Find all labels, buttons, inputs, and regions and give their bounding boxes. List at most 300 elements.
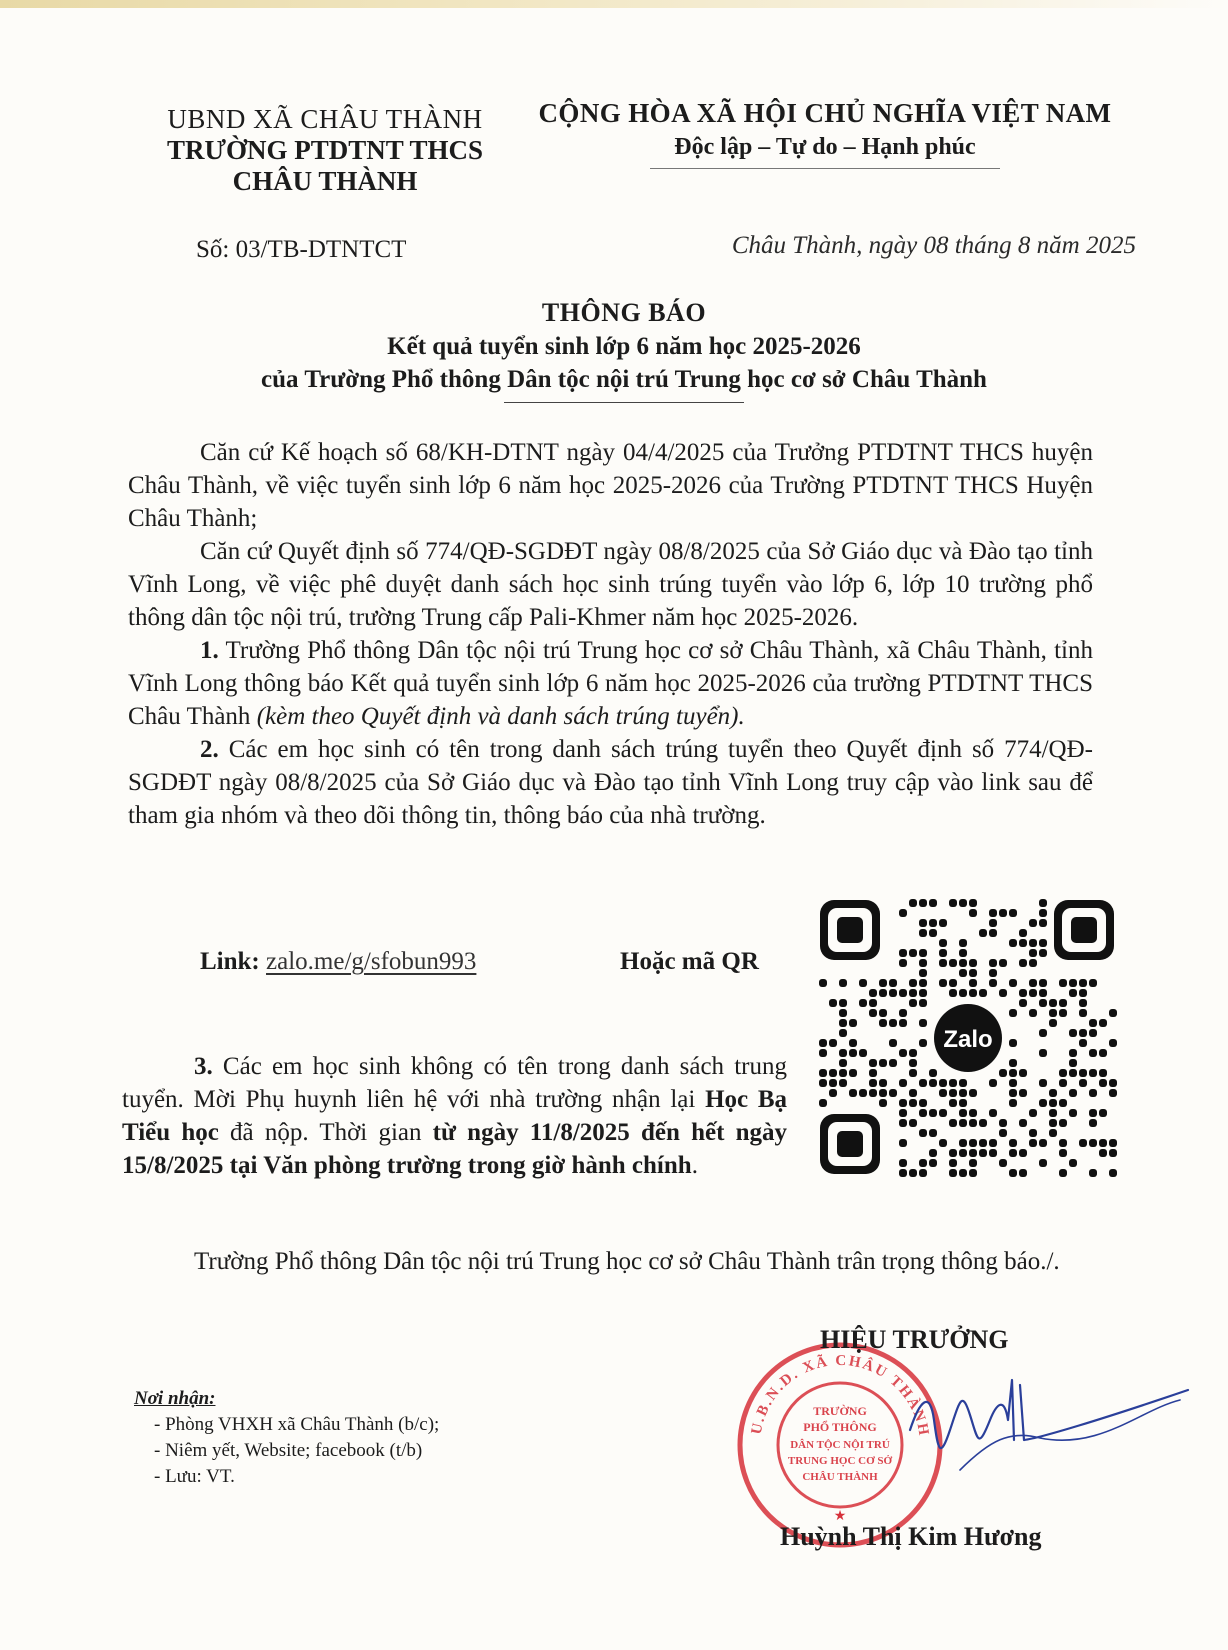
qr-module	[969, 969, 977, 977]
qr-module	[1099, 1079, 1107, 1087]
qr-module	[849, 1039, 857, 1047]
qr-module	[1109, 1149, 1117, 1157]
qr-label: Hoặc mã QR	[620, 948, 759, 975]
qr-module	[1019, 1149, 1027, 1157]
qr-module	[859, 1049, 867, 1057]
recipient-item: - Niêm yết, Website; facebook (t/b)	[154, 1440, 423, 1461]
qr-module	[1009, 1059, 1017, 1067]
issuer-line-2: TRƯỜNG PTDTNT THCS	[166, 135, 484, 165]
qr-module	[999, 959, 1007, 967]
qr-module	[1019, 989, 1027, 997]
seal-ring-text: U.B.N.D. XÃ CHÂU THÀNH	[748, 1352, 932, 1439]
handwritten-signature	[900, 1360, 1190, 1480]
qr-module	[919, 969, 927, 977]
qr-module	[899, 1019, 907, 1027]
title-underline	[504, 402, 744, 403]
qr-module	[1039, 1099, 1047, 1107]
qr-module	[1069, 979, 1077, 987]
item-3-bold-b: từ ngày 11/8/2025 đến hết ngày 15/8/2025 tại Văn phòng trường trong giờ hành chính	[122, 1119, 787, 1179]
issuer-block	[140, 104, 510, 197]
document-date: Châu Thành, ngày 08 tháng 8 năm 2025	[731, 232, 1136, 259]
item-2-paragraph	[128, 733, 1093, 832]
item-3-number: 3.	[194, 1053, 213, 1080]
seal-line-2: PHỔ THÔNG	[803, 1420, 877, 1434]
issuer-line-1: UBND XÃ CHÂU THÀNH	[167, 104, 483, 134]
item-1-text: Trường Phổ thông Dân tộc nội trú Trung học cơ sở Châu Thành, xã Châu Thành, tỉnh Vĩnh Long thông báo Kết quả tuyển sinh lớp 6 năm học 2025-2026 của trường PTDTNT THCS Châu Thành	[128, 637, 1093, 730]
qr-module	[1029, 1139, 1037, 1147]
qr-module	[1109, 1079, 1117, 1087]
qr-module	[1039, 1029, 1047, 1037]
qr-module	[939, 959, 947, 967]
qr-module	[1089, 1069, 1097, 1077]
qr-module	[1089, 1169, 1097, 1177]
qr-module	[849, 1089, 857, 1097]
item-1-note: (kèm theo Quyết định và danh sách trúng tuyển).	[256, 703, 745, 730]
qr-module	[909, 1119, 917, 1127]
qr-module	[919, 979, 927, 987]
qr-module	[999, 909, 1007, 917]
qr-module	[939, 1109, 947, 1117]
qr-module	[1019, 1089, 1027, 1097]
qr-module	[929, 1109, 937, 1117]
qr-module	[1009, 1089, 1017, 1097]
qr-module	[1029, 949, 1037, 957]
qr-module	[969, 1109, 977, 1117]
qr-module	[1089, 1109, 1097, 1117]
qr-module	[929, 1129, 937, 1137]
national-title: CỘNG HÒA XÃ HỘI CHỦ NGHĨA VIỆT NAM	[538, 98, 1112, 128]
qr-module	[1049, 1129, 1057, 1137]
qr-module	[1039, 919, 1047, 927]
qr-module	[1079, 1029, 1087, 1037]
recipient-item: - Phòng VHXH xã Châu Thành (b/c);	[154, 1414, 440, 1435]
qr-module	[849, 1019, 857, 1027]
qr-module	[1059, 1139, 1067, 1147]
qr-module	[899, 1109, 907, 1117]
qr-module	[969, 1159, 977, 1167]
qr-module	[869, 1089, 877, 1097]
qr-module	[1009, 979, 1017, 987]
qr-module	[929, 1159, 937, 1167]
qr-module	[979, 1139, 987, 1147]
qr-module	[1059, 979, 1067, 987]
qr-module	[919, 1109, 927, 1117]
qr-module	[1019, 999, 1027, 1007]
qr-module	[889, 1059, 897, 1067]
closing-text: Trường Phổ thông Dân tộc nội trú Trung học cơ sở Châu Thành trân trọng thông báo./.	[194, 1248, 1060, 1275]
qr-module	[1019, 959, 1027, 967]
qr-module	[969, 1089, 977, 1097]
qr-module	[979, 1149, 987, 1157]
qr-module	[959, 939, 967, 947]
qr-module	[1039, 1139, 1047, 1147]
basis-paragraph-1: Căn cứ Kế hoạch số 68/KH-DTNT ngày 04/4/2025 của Trưởng PTDTNT THCS huyện Châu Thành, về việc tuyển sinh lớp 6 năm học 2025-2026 của Trường PTDTNT THCS Huyện Châu Thành;	[128, 439, 1093, 532]
qr-module	[1049, 1019, 1057, 1027]
qr-finder-bottom-left	[820, 1114, 880, 1174]
qr-module	[979, 989, 987, 997]
qr-module	[1009, 1169, 1017, 1177]
qr-module	[829, 999, 837, 1007]
document-subtitle-2: của Trường Phổ thông Dân tộc nội trú Trung học cơ sở Châu Thành	[261, 366, 987, 393]
qr-module	[959, 1119, 967, 1127]
qr-module	[1029, 989, 1037, 997]
qr-module	[859, 1089, 867, 1097]
item-3-paragraph	[122, 1050, 787, 1182]
qr-module	[879, 1059, 887, 1067]
qr-module	[969, 1149, 977, 1157]
qr-module	[919, 999, 927, 1007]
qr-module	[909, 949, 917, 957]
qr-module	[839, 1059, 847, 1067]
link-label: Link:	[200, 948, 260, 975]
qr-module	[839, 999, 847, 1007]
qr-module	[929, 929, 937, 937]
qr-module	[1009, 909, 1017, 917]
qr-module	[999, 989, 1007, 997]
qr-module	[949, 1089, 957, 1097]
qr-module	[969, 1119, 977, 1127]
qr-module	[1029, 919, 1037, 927]
item-3-text-c: .	[691, 1152, 698, 1179]
qr-module	[989, 1079, 997, 1087]
qr-module	[879, 1009, 887, 1017]
qr-module	[1009, 1099, 1017, 1107]
qr-module	[959, 1099, 967, 1107]
qr-module	[909, 1169, 917, 1177]
qr-module	[819, 1039, 827, 1047]
qr-module	[899, 959, 907, 967]
qr-module	[1059, 1099, 1067, 1107]
qr-module	[959, 989, 967, 997]
qr-module	[899, 1139, 907, 1147]
qr-module	[899, 1009, 907, 1017]
qr-module	[1049, 1089, 1057, 1097]
qr-module	[1069, 1029, 1077, 1037]
qr-module	[1039, 1159, 1047, 1167]
qr-module	[1109, 1039, 1117, 1047]
qr-module	[949, 1149, 957, 1157]
qr-module	[909, 999, 917, 1007]
qr-module	[1009, 1139, 1017, 1147]
qr-module	[1079, 979, 1087, 987]
qr-module	[899, 989, 907, 997]
qr-module	[929, 1069, 937, 1077]
qr-module	[959, 969, 967, 977]
qr-module	[1099, 1019, 1107, 1027]
qr-module	[1059, 1169, 1067, 1177]
qr-module	[1039, 949, 1047, 957]
qr-module	[859, 979, 867, 987]
qr-module	[939, 1139, 947, 1147]
qr-module	[839, 1069, 847, 1077]
qr-module	[959, 1089, 967, 1097]
qr-module	[989, 929, 997, 937]
qr-module	[869, 1059, 877, 1067]
qr-module	[879, 1019, 887, 1027]
qr-module	[889, 989, 897, 997]
qr-module	[869, 1069, 877, 1077]
qr-module	[939, 919, 947, 927]
seal-line-1: TRƯỜNG	[813, 1404, 867, 1418]
qr-module	[869, 1079, 877, 1087]
qr-module	[1089, 1019, 1097, 1027]
qr-module	[959, 1139, 967, 1147]
qr-module	[1029, 1009, 1037, 1017]
signer-name: Huỳnh Thị Kim Hương	[780, 1522, 1042, 1551]
qr-module	[1049, 1109, 1057, 1117]
qr-module	[819, 1099, 827, 1107]
qr-module	[1069, 1089, 1077, 1097]
qr-module	[1099, 1149, 1107, 1157]
qr-module	[909, 1089, 917, 1097]
qr-module	[999, 1129, 1007, 1137]
qr-module	[919, 1079, 927, 1087]
qr-module	[1099, 1069, 1107, 1077]
qr-module	[949, 1079, 957, 1087]
qr-module	[869, 999, 877, 1007]
qr-module	[1089, 1049, 1097, 1057]
qr-module	[1099, 1049, 1107, 1057]
qr-module	[979, 929, 987, 937]
qr-module	[919, 899, 927, 907]
qr-module	[1009, 1039, 1017, 1047]
qr-module	[899, 1169, 907, 1177]
qr-module	[839, 1049, 847, 1057]
qr-module	[919, 949, 927, 957]
qr-module	[919, 919, 927, 927]
item-3-text-b: đã nộp. Thời gian	[230, 1119, 422, 1146]
qr-module	[1029, 939, 1037, 947]
qr-module	[1039, 979, 1047, 987]
qr-module	[969, 909, 977, 917]
qr-module	[889, 1019, 897, 1027]
qr-module	[1069, 1159, 1077, 1167]
qr-module	[829, 1089, 837, 1097]
qr-module	[1039, 939, 1047, 947]
qr-module	[949, 959, 957, 967]
qr-module	[889, 1039, 897, 1047]
qr-module	[1069, 1109, 1077, 1117]
qr-module	[909, 989, 917, 997]
qr-module	[959, 1109, 967, 1117]
qr-module	[839, 1029, 847, 1037]
qr-module	[1089, 1089, 1097, 1097]
qr-module	[829, 1069, 837, 1077]
document-body	[128, 436, 1093, 832]
qr-module	[1089, 1029, 1097, 1037]
qr-module	[819, 1079, 827, 1087]
qr-module	[839, 1019, 847, 1027]
closing-paragraph	[118, 1245, 1113, 1278]
qr-module	[969, 989, 977, 997]
qr-module	[949, 899, 957, 907]
recipients-heading: Nơi nhận:	[134, 1388, 216, 1409]
qr-module	[1009, 939, 1017, 947]
zalo-qr-code[interactable]	[818, 898, 1118, 1178]
qr-module	[1109, 1169, 1117, 1177]
qr-module	[849, 1049, 857, 1057]
qr-module	[999, 1159, 1007, 1167]
qr-module	[989, 1109, 997, 1117]
qr-module	[839, 1009, 847, 1017]
qr-module	[989, 979, 997, 987]
qr-module	[989, 969, 997, 977]
item-2-number: 2.	[200, 736, 219, 763]
qr-module	[1039, 1079, 1047, 1087]
qr-module	[919, 1129, 927, 1137]
qr-module	[999, 1119, 1007, 1127]
qr-module	[989, 1149, 997, 1157]
qr-module	[1069, 1049, 1077, 1057]
qr-module	[1029, 979, 1037, 987]
national-motto-block	[515, 96, 1135, 169]
qr-module	[889, 979, 897, 987]
qr-module	[939, 949, 947, 957]
link-row	[200, 948, 476, 976]
qr-module	[949, 1099, 957, 1107]
qr-module	[1029, 1129, 1037, 1137]
seal-line-4: TRUNG HỌC CƠ SỞ	[787, 1455, 893, 1467]
document-title: THÔNG BÁO	[541, 298, 707, 327]
qr-module	[929, 1079, 937, 1087]
qr-module	[1079, 1139, 1087, 1147]
qr-module	[1079, 1079, 1087, 1087]
qr-module	[959, 1149, 967, 1157]
qr-module	[909, 1059, 917, 1067]
qr-module	[1059, 1149, 1067, 1157]
qr-module	[1009, 1079, 1017, 1087]
qr-module	[1109, 1139, 1117, 1147]
qr-module	[879, 989, 887, 997]
qr-module	[1069, 1059, 1077, 1067]
qr-module	[1019, 939, 1027, 947]
seal-line-5: CHÂU THÀNH	[802, 1471, 878, 1483]
qr-finder-top-right	[1054, 900, 1114, 960]
qr-module	[1019, 1119, 1027, 1127]
recipients-block	[134, 1386, 439, 1490]
qr-module	[949, 989, 957, 997]
qr-module	[859, 999, 867, 1007]
qr-module	[919, 1159, 927, 1167]
qr-module	[819, 979, 827, 987]
qr-module	[839, 1079, 847, 1087]
qr-module	[869, 1009, 877, 1017]
qr-module	[919, 1169, 927, 1177]
qr-module	[999, 1069, 1007, 1077]
qr-module	[919, 1039, 927, 1047]
qr-module	[1069, 989, 1077, 997]
issuer-line-3: CHÂU THÀNH	[232, 166, 418, 196]
qr-module	[909, 979, 917, 987]
document-title-block	[140, 296, 1108, 403]
qr-module	[919, 1099, 927, 1107]
signer-title: HIỆU TRƯỞNG	[820, 1325, 1009, 1354]
qr-module	[939, 939, 947, 947]
qr-module	[989, 919, 997, 927]
qr-module	[959, 949, 967, 957]
qr-module	[949, 1159, 957, 1167]
qr-module	[949, 1119, 957, 1127]
qr-module	[899, 1079, 907, 1087]
qr-module	[1089, 1139, 1097, 1147]
qr-module	[919, 989, 927, 997]
zalo-logo-text: Zalo	[943, 1026, 993, 1053]
qr-module	[1009, 1069, 1017, 1077]
qr-module	[969, 979, 977, 987]
item-2-text: Các em học sinh có tên trong danh sách trúng tuyển theo Quyết định số 774/QĐ-SGDĐT ngày 08/8/2025 của Sở Giáo dục và Đào tạo tỉnh Vĩnh Long truy cập vào link sau để tham gia nhóm và theo dõi thông tin, thông báo của nhà trường.	[128, 736, 1093, 829]
qr-module	[939, 1089, 947, 1097]
qr-module	[1049, 1119, 1057, 1127]
qr-module	[849, 1069, 857, 1077]
item-3-text-a: Các em học sinh không có tên trong danh sách trung tuyển. Mời Phụ huynh liên hệ với nhà trường nhận lại	[122, 1053, 787, 1113]
item-3-bold-a: Học Bạ Tiểu học	[122, 1086, 788, 1146]
qr-module	[969, 959, 977, 967]
qr-module	[1079, 999, 1087, 1007]
qr-module	[1039, 909, 1047, 917]
qr-module	[1079, 1069, 1087, 1077]
qr-module	[959, 959, 967, 967]
qr-module	[949, 1169, 957, 1177]
qr-module	[919, 959, 927, 967]
qr-module	[879, 979, 887, 987]
document-subtitle-1: Kết quả tuyển sinh lớp 6 năm học 2025-2026	[387, 333, 861, 360]
basis-paragraph-2: Căn cứ Quyết định số 774/QĐ-SGDĐT ngày 08/8/2025 của Sở Giáo dục và Đào tạo tỉnh Vĩnh Long, về việc phê duyệt danh sách học sinh trúng tuyển vào lớp 6, lớp 10 trường phổ thông dân tộc nội trú, trường Trung cấp Pali-Khmer năm học 2025-2026.	[128, 538, 1093, 631]
qr-module	[989, 1139, 997, 1147]
item-1-paragraph	[128, 634, 1093, 733]
qr-module	[959, 1079, 967, 1087]
qr-module	[909, 1069, 917, 1077]
qr-module	[1039, 989, 1047, 997]
qr-module	[929, 919, 937, 927]
qr-module	[899, 949, 907, 957]
qr-module	[969, 1139, 977, 1147]
qr-module	[1009, 1009, 1017, 1017]
qr-module	[909, 1049, 917, 1057]
qr-module	[1059, 1009, 1067, 1017]
qr-module	[1059, 999, 1067, 1007]
qr-module	[1019, 1069, 1027, 1077]
qr-finder-top-left	[820, 900, 880, 960]
zalo-group-link[interactable]: zalo.me/g/sfobun993	[266, 948, 477, 975]
motto-underline	[650, 168, 1000, 169]
qr-module	[889, 1089, 897, 1097]
qr-module	[829, 1079, 837, 1087]
qr-module	[879, 1099, 887, 1107]
qr-module	[1019, 929, 1027, 937]
qr-module	[1099, 1109, 1107, 1117]
qr-module	[1049, 999, 1057, 1007]
qr-module	[959, 899, 967, 907]
qr-module	[1089, 1119, 1097, 1127]
qr-module	[1019, 1169, 1027, 1177]
qr-module	[819, 1049, 827, 1057]
qr-module	[1059, 1079, 1067, 1087]
qr-module	[939, 979, 947, 987]
item-1-number: 1.	[200, 637, 219, 664]
qr-module	[1079, 989, 1087, 997]
national-motto: Độc lập – Tự do – Hạnh phúc	[674, 134, 976, 160]
qr-module	[959, 1169, 967, 1177]
qr-module	[1049, 1099, 1057, 1107]
qr-module	[1039, 1049, 1047, 1057]
qr-module	[1079, 1009, 1087, 1017]
qr-module	[899, 909, 907, 917]
qr-module	[1099, 1139, 1107, 1147]
qr-module	[1079, 1039, 1087, 1047]
qr-module	[1059, 1069, 1067, 1077]
qr-module	[919, 929, 927, 937]
qr-module	[1089, 979, 1097, 987]
